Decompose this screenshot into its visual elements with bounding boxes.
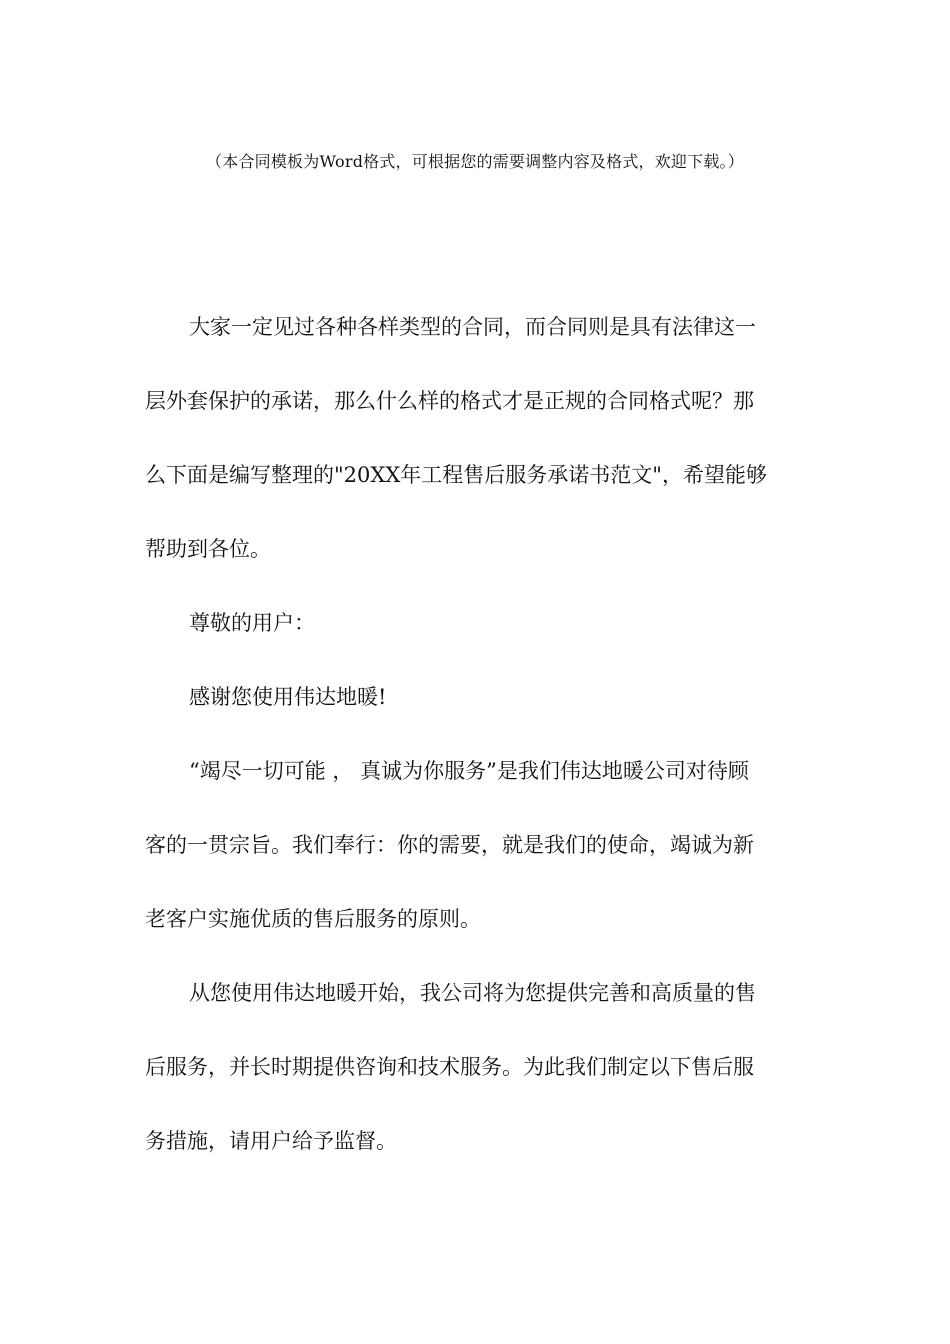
paragraph-motto xyxy=(145,734,810,956)
template-note: （本合同模板为Word格式，可根据您的需要调整内容及格式，欢迎下载。） xyxy=(206,152,744,171)
text-line: 大家一定见过各种各样类型的合同，而合同则是具有法律这一 xyxy=(189,315,756,339)
paragraph-thanks xyxy=(145,660,810,734)
paragraph-service xyxy=(145,956,810,1178)
text-line: 从您使用伟达地暖开始，我公司将为您提供完善和高质量的售 xyxy=(189,981,756,1005)
text-line: 么下面是编写整理的"20XX年工程售后服务承诺书范文"，希望能够 xyxy=(145,463,767,487)
document-body xyxy=(145,290,810,1178)
text-line: “竭尽一切可能 ， 真诚为你服务”是我们伟达地暖公司对待顾 xyxy=(189,759,749,783)
text-line: 后服务，并长时期提供咨询和技术服务。为此我们制定以下售后服 xyxy=(145,1055,754,1079)
text-line: 务措施，请用户给予监督。 xyxy=(145,1129,397,1153)
text-line: 感谢您使用伟达地暖! xyxy=(189,685,387,709)
paragraph-salutation xyxy=(145,586,810,660)
paragraph-intro xyxy=(145,290,810,586)
text-line: 帮助到各位。 xyxy=(145,537,271,561)
text-line: 客的一贯宗旨。我们奉行：你的需要，就是我们的使命，竭诚为新 xyxy=(145,833,754,857)
text-line: 层外套保护的承诺，那么什么样的格式才是正规的合同格式呢？那 xyxy=(145,389,754,413)
text-line: 尊敬的用户： xyxy=(189,611,315,635)
text-line: 老客户实施优质的售后服务的原则。 xyxy=(145,907,481,931)
